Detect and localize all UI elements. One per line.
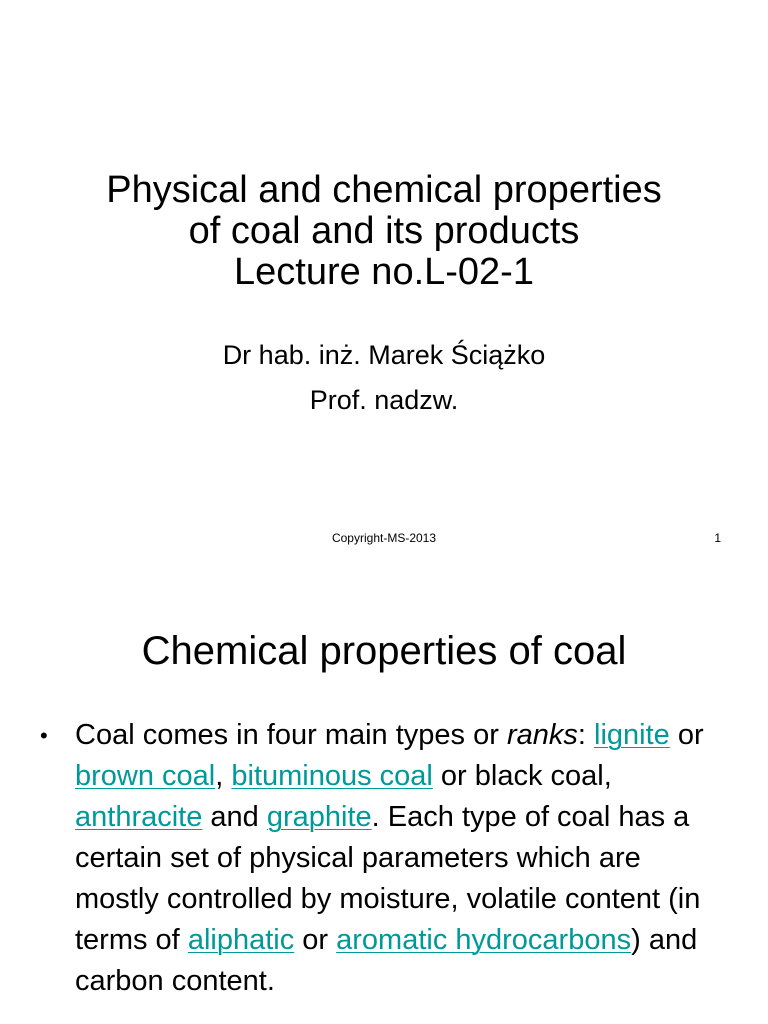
slide-2-body <box>40 715 730 1002</box>
title-line-2: of coal and its products <box>188 210 580 252</box>
slide-1-title <box>0 170 768 293</box>
link-aliphatic[interactable]: aliphatic <box>187 924 295 956</box>
author-name: Dr hab. inż. Marek Ściążko <box>222 340 546 370</box>
text-segment: ) and carbon content. <box>75 924 698 997</box>
bullet-item <box>40 715 730 1002</box>
link-lignite[interactable]: lignite <box>594 719 670 751</box>
title-line-1: Physical and chemical properties <box>106 169 662 211</box>
text-segment: . Each type of coal has a certain set of physical parameters which are mostly controlled by moisture, volatile content (in terms of <box>75 801 701 956</box>
link-aromatic-hydrocarbons[interactable]: aromatic hydrocarbons <box>336 924 632 956</box>
text-segment: , <box>215 760 232 792</box>
slide-footer-copyright: Copyright-MS-2013 <box>331 531 437 545</box>
slide-page-number: 1 <box>714 531 721 545</box>
emphasis-ranks: ranks <box>506 719 578 751</box>
link-brown-coal[interactable]: brown coal <box>75 760 216 792</box>
link-graphite[interactable]: graphite <box>266 801 372 833</box>
text-segment: or <box>294 924 337 956</box>
slide-2 <box>0 578 768 1024</box>
slide-1-author <box>0 333 768 423</box>
bullet-text <box>75 715 730 1002</box>
text-segment: Coal comes in four main types or <box>75 719 507 751</box>
text-segment: and <box>202 801 267 833</box>
slide-2-title: Chemical properties of coal <box>141 629 627 673</box>
link-anthracite[interactable]: anthracite <box>75 801 203 833</box>
text-segment: or black coal, <box>432 760 612 792</box>
author-position: Prof. nadzw. <box>309 385 459 415</box>
bullet-icon: • <box>40 723 48 748</box>
text-segment: or <box>669 719 704 751</box>
title-line-3: Lecture no.L-02-1 <box>234 251 534 293</box>
link-bituminous-coal[interactable]: bituminous coal <box>231 760 433 792</box>
text-segment: : <box>577 719 595 751</box>
